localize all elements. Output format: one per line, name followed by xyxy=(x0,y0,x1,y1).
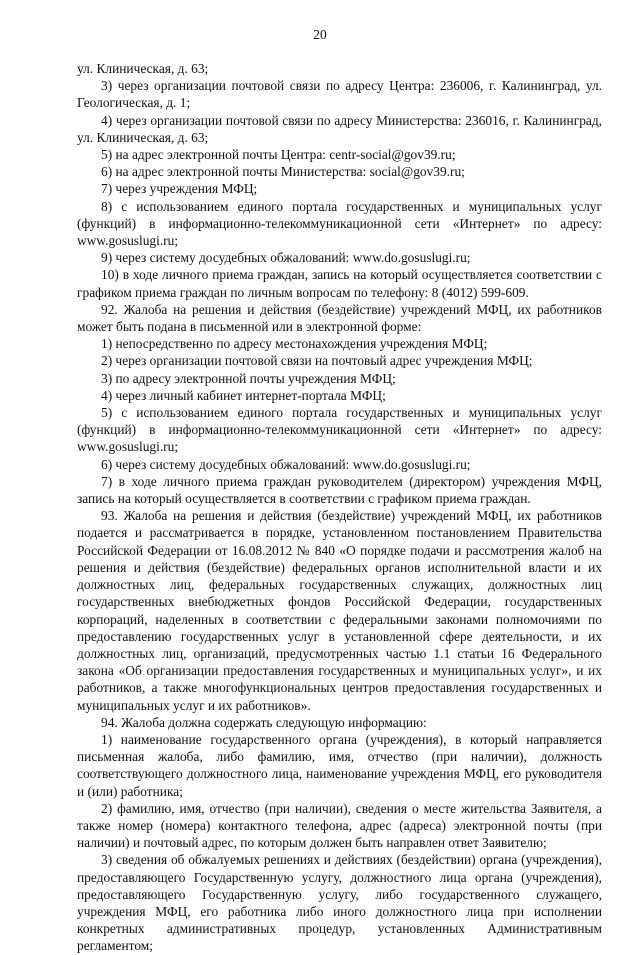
paragraph-item-9-pretrial-system: 9) через систему досудебных обжалований: www.do.gosuslugi.ru; xyxy=(101,250,471,266)
paragraph-92-item-1: 1) непосредственно по адресу местонахождения учреждения МФЦ; xyxy=(101,336,488,352)
page-number: 20 xyxy=(313,27,327,42)
paragraph-92-item-2: 2) через организации почтовой связи на почтовый адрес учреждения МФЦ; xyxy=(101,353,533,369)
paragraph-92-item-3: 3) по адресу электронной почты учреждения МФЦ; xyxy=(101,370,396,386)
paragraph-92-item-6: 6) через систему досудебных обжалований: www.do.gosuslugi.ru; xyxy=(101,456,471,472)
paragraph-item-6-ministry-email: 6) на адрес электронной почты Министерства: social@gov39.ru; xyxy=(101,164,465,180)
paragraph-92-item-5: 5) с использованием единого портала государственных и муниципальных услуг (функций) в информационно-телекоммуникационной сети «Интернет» по адресу: www.gosuslugi.ru; xyxy=(77,405,602,455)
paragraph-item-7-mfc: 7) через учреждения МФЦ; xyxy=(101,181,258,197)
paragraph-item-3-central-mail: 3) через организации почтовой связи по адресу Центра: 236006, г. Калининград, ул. Геологическая, д. 1; xyxy=(77,78,602,111)
paragraph-item-4-ministry-mail: 4) через организации почтовой связи по адресу Министерства: 236016, г. Калининград, ул. Клиническая, д. 63; xyxy=(77,112,602,145)
paragraph-section-92: 92. Жалоба на решения и действия (бездействие) учреждений МФЦ, их работников может быть подана в письменной или в электронной форме: xyxy=(77,301,602,335)
paragraph-continuation: ул. Клиническая, д. 63; xyxy=(77,61,209,76)
document-body xyxy=(77,60,602,955)
paragraph-section-94: 94. Жалоба должна содержать следующую информацию: xyxy=(101,714,427,730)
paragraph-92-item-4: 4) через личный кабинет интернет-портала МФЦ; xyxy=(101,387,386,403)
paragraph-item-8-gosuslugi: 8) с использованием единого портала государственных и муниципальных услуг (функций) в информационно-телекоммуникационной сети «Интернет» по адресу: www.gosuslugi.ru; xyxy=(77,198,602,249)
paragraph-92-item-7: 7) в ходе личного приема граждан руководителем (директором) учреждения МФЦ, запись на который осуществляется в соответствии с графиком приема граждан. xyxy=(77,473,602,507)
paragraph-section-93: 93. Жалоба на решения и действия (бездействие) учреждений МФЦ, их работников подается и рассматривается в порядке, установленном постановлением Правительства Российской Федерации от 16.08.2012 № 840 «О порядке подачи и рассмотрения жалоб на решения и действия (бездействие) федеральных органов исполнительной власти и их должностных лиц, федеральных государственных служащих, должностных лиц государственных внебюджетных фондов Российской Федерации, государственных корпораций, наделенных в соответствии с федеральными законами полномочиями по предоставлению государственных услуг в установленной сфере деятельности, и их должностных лиц, организаций, предусмотренных частью 1.1 статьи 16 Федерального закона «Об организации предоставления государственных и муниципальных услуг», и их работников, а также многофункциональных центров предоставления государственных и муниципальных услуг и их работников». xyxy=(77,508,602,713)
paragraph-94-item-3: 3) сведения об обжалуемых решениях и действиях (бездействии) органа (учреждения), предоставляющего Государственную услугу, должностного лица органа (учреждения), предоставляющего Государственную услугу, либо государственного служащего, учреждения МФЦ, его работника либо иного должностного лица при исполнении конкретных административных процедур, установленных Административным регламентом; xyxy=(77,852,602,954)
paragraph-item-5-central-email: 5) на адрес электронной почты Центра: centr-social@gov39.ru; xyxy=(101,147,456,163)
paragraph-94-item-2: 2) фамилию, имя, отчество (при наличии), сведения о месте жительства Заявителя, а также номер (номера) контактного телефона, адрес (адреса) электронной почты (при наличии) и почтовый адрес, по которым должен быть направлен ответ Заявителю; xyxy=(77,800,602,851)
paragraph-94-item-1: 1) наименование государственного органа (учреждения), в который направляется письменная жалоба, либо фамилию, имя, отчество (при наличии), должность соответствующего должностного лица, наименование учреждения МФЦ, его руководителя и (или) работника; xyxy=(77,731,602,799)
paragraph-item-10-personal-reception: 10) в ходе личного приема граждан, запись на который осуществляется соответствии с графиком приема граждан по личным вопросам по телефону: 8 (4012) 599-609. xyxy=(77,267,602,300)
